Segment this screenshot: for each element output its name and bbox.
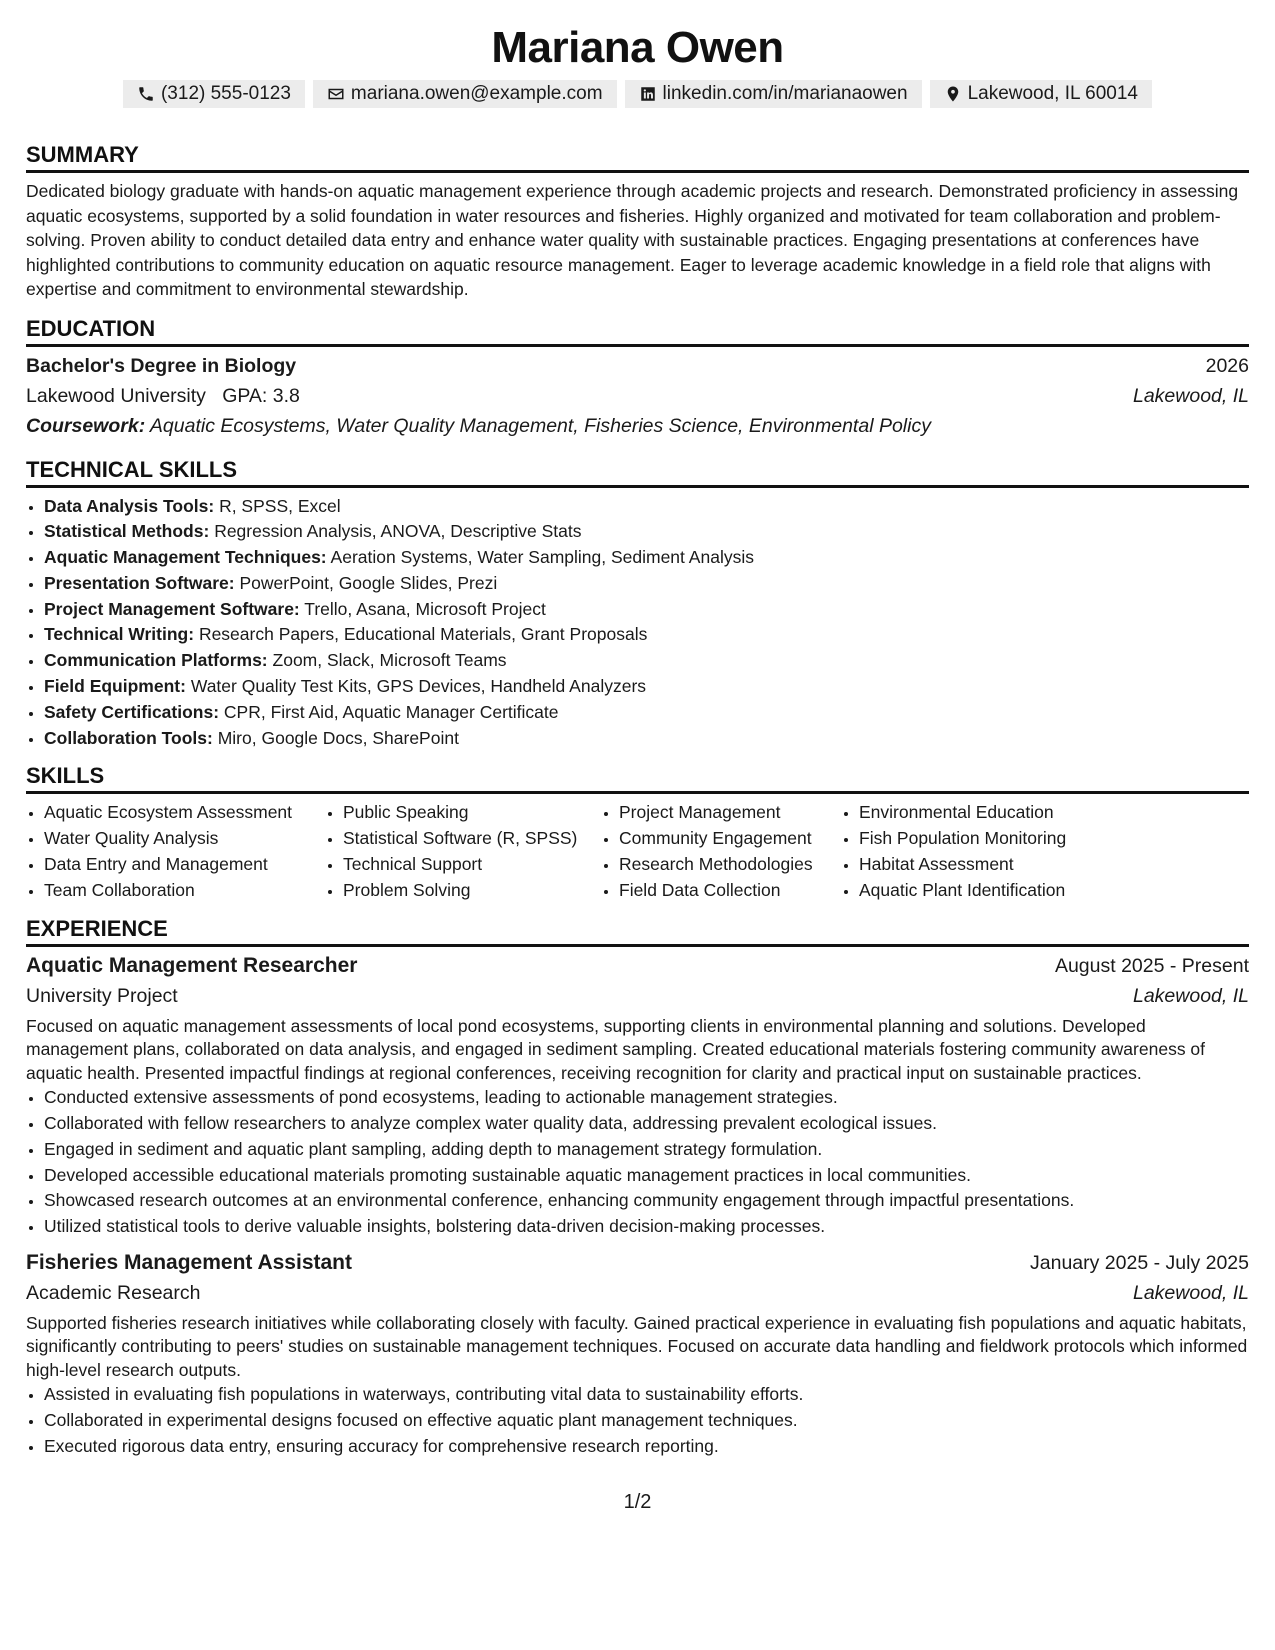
skill-label: Field Equipment: [44, 676, 186, 697]
list-item [44, 674, 1249, 700]
technical-skills-list [26, 494, 1249, 752]
list-item: • Habitat Assessment [859, 852, 1141, 878]
coursework-label: Coursework: [26, 414, 146, 437]
list-item [44, 597, 1249, 623]
gpa: GPA: 3.8 [222, 384, 300, 407]
list-item: • Collaborated in experimental designs focused on effective aquatic plant management techniques. [44, 1408, 1249, 1434]
skill-value: Research Papers, Educational Materials, Grant Proposals [198, 624, 648, 645]
list-item [44, 519, 1249, 545]
list-item [44, 545, 1249, 571]
job-organization: Academic Research [26, 1281, 201, 1304]
page-number: 1/2 [623, 1491, 652, 1513]
education-section [26, 316, 1249, 441]
job-title: Aquatic Management Researcher [26, 953, 358, 977]
list-item: • Showcased research outcomes at an environmental conference, enhancing community engagement through impactful presentations. [44, 1188, 1249, 1214]
job-entry [26, 1248, 1249, 1460]
email-text: mariana.owen@example.com [350, 83, 603, 104]
graduation-year: 2026 [1205, 354, 1249, 377]
list-item: • Public Speaking [343, 800, 601, 826]
contact-phone[interactable] [123, 80, 305, 108]
skill-value: R, SPSS, Excel [219, 495, 341, 516]
job-description: Supported fisheries research initiatives while collaborating closely with faculty. Gained practical experience in evaluating fish populations and aquatic habitats, significantly contributing to peers' studies on sustainable management techniques. Focused on accurate data handling and fieldwork protocols which informed high-level research outputs. [26, 1312, 1248, 1380]
technical-skills-section [26, 457, 1249, 752]
skill-value: Aeration Systems, Water Sampling, Sediment Analysis [330, 547, 754, 568]
linkedin-text: linkedin.com/in/marianaowen [662, 83, 908, 104]
skill-value: Trello, Asana, Microsoft Project [304, 598, 546, 619]
skill-value: PowerPoint, Google Slides, Prezi [239, 572, 498, 593]
skill-label: Data Analysis Tools: [44, 495, 215, 516]
skill-value: Zoom, Slack, Microsoft Teams [272, 650, 507, 671]
phone-text: (312) 555-0123 [160, 83, 291, 104]
skill-value: Regression Analysis, ANOVA, Descriptive Stats [214, 521, 582, 542]
list-item [44, 494, 1249, 520]
list-item [44, 726, 1249, 752]
skill-label: Communication Platforms: [44, 650, 268, 671]
skill-label: Safety Certifications: [44, 701, 220, 722]
list-item: • Executed rigorous data entry, ensuring accuracy for comprehensive research reporting. [44, 1434, 1249, 1460]
list-item: • Aquatic Ecosystem Assessment [44, 800, 325, 826]
list-item: • Developed accessible educational materials promoting sustainable aquatic management practices in local communities. [44, 1163, 1249, 1189]
skills-column [26, 800, 325, 903]
skill-label: Statistical Methods: [44, 521, 210, 542]
school-line [26, 381, 300, 411]
skill-label: Presentation Software: [44, 572, 235, 593]
list-item [44, 700, 1249, 726]
list-item: • Data Entry and Management [44, 852, 325, 878]
contact-email[interactable] [313, 80, 617, 108]
job-title: Fisheries Management Assistant [26, 1250, 352, 1274]
contact-linkedin[interactable] [625, 80, 922, 108]
list-item: • Project Management [619, 800, 841, 826]
skills-section [26, 763, 1249, 903]
skill-value: CPR, First Aid, Aquatic Manager Certificate [223, 701, 559, 722]
job-dates: January 2025 - July 2025 [1030, 1251, 1249, 1274]
section-title-summary: SUMMARY [26, 142, 1249, 173]
job-dates: August 2025 - Present [1054, 954, 1249, 977]
section-title-technical-skills: TECHNICAL SKILLS [26, 457, 1249, 488]
experience-section [26, 916, 1249, 1460]
map-pin-icon [944, 85, 962, 103]
list-item: • Statistical Software (R, SPSS) [343, 826, 601, 852]
section-title-education: EDUCATION [26, 316, 1249, 347]
list-item: • Utilized statistical tools to derive valuable insights, bolstering data-driven decision-making processes. [44, 1214, 1249, 1240]
school-name: Lakewood University [26, 384, 206, 407]
skill-label: Project Management Software: [44, 598, 300, 619]
location-text: Lakewood, IL 60014 [967, 83, 1138, 104]
list-item: • Environmental Education [859, 800, 1141, 826]
skills-column [601, 800, 841, 903]
job-location: Lakewood, IL [1132, 984, 1249, 1007]
summary-section [26, 142, 1249, 302]
job-bullets [26, 1382, 1249, 1459]
skill-label: Technical Writing: [44, 624, 195, 645]
list-item: • Fish Population Monitoring [859, 826, 1141, 852]
contact-location [930, 80, 1152, 108]
job-location: Lakewood, IL [1132, 1281, 1249, 1304]
list-item: • Team Collaboration [44, 878, 325, 904]
list-item: • Collaborated with fellow researchers to analyze complex water quality data, addressing prevalent ecological issues. [44, 1111, 1249, 1137]
coursework-line [26, 411, 1249, 441]
skill-label: Aquatic Management Techniques: [44, 547, 327, 568]
list-item: • Water Quality Analysis [44, 826, 325, 852]
skills-column [325, 800, 601, 903]
list-item [44, 648, 1249, 674]
skill-label: Collaboration Tools: [44, 727, 213, 748]
job-entry [26, 951, 1249, 1240]
linkedin-icon [639, 85, 657, 103]
section-title-skills: SKILLS [26, 763, 1249, 794]
skills-grid [26, 800, 1249, 903]
candidate-name: Mariana Owen [491, 23, 784, 72]
skill-value: Water Quality Test Kits, GPS Devices, Handheld Analyzers [190, 676, 647, 697]
list-item [44, 622, 1249, 648]
list-item: • Research Methodologies [619, 852, 841, 878]
degree: Bachelor's Degree in Biology [26, 354, 297, 377]
list-item: • Engaged in sediment and aquatic plant sampling, adding depth to management strategy formulation. [44, 1137, 1249, 1163]
list-item: • Assisted in evaluating fish populations in waterways, contributing vital data to sustainability efforts. [44, 1382, 1249, 1408]
list-item: • Conducted extensive assessments of pond ecosystems, leading to actionable management strategies. [44, 1085, 1249, 1111]
list-item [44, 571, 1249, 597]
list-item: • Problem Solving [343, 878, 601, 904]
job-organization: University Project [26, 984, 178, 1007]
summary-text: Dedicated biology graduate with hands-on aquatic management experience through academic projects and research. Demonstrated proficiency in assessing aquatic ecosystems, supported by a solid foundation in water resources and fisheries. Highly organized and motivated for team collaboration and problem-solving. Proven ability to conduct detailed data entry and enhance water quality with sustainable practices. Engaging presentations at conferences have highlighted contributions to community education on aquatic resource management. Eager to leverage academic knowledge in a field role that aligns with expertise and commitment to environmental stewardship. [26, 181, 1239, 299]
list-item: • Community Engagement [619, 826, 841, 852]
list-item: • Aquatic Plant Identification [859, 878, 1141, 904]
list-item: • Technical Support [343, 852, 601, 878]
skill-value: Miro, Google Docs, SharePoint [217, 727, 459, 748]
envelope-icon [327, 85, 345, 103]
contact-bar [26, 80, 1249, 108]
section-title-experience: EXPERIENCE [26, 916, 1249, 947]
job-bullets [26, 1085, 1249, 1240]
phone-icon [137, 85, 155, 103]
school-location: Lakewood, IL [1132, 384, 1249, 407]
job-description: Focused on aquatic management assessments of local pond ecosystems, supporting clients in environmental planning and solutions. Developed management plans, collaborated on data analysis, and engaged in sediment sampling. Created educational materials fostering community awareness of aquatic health. Presented impactful findings at regional conferences, receiving recognition for clarity and practical input on sustainable practices. [26, 1015, 1206, 1083]
list-item: • Field Data Collection [619, 878, 841, 904]
coursework-list: Aquatic Ecosystems, Water Quality Management, Fisheries Science, Environmental Policy [149, 414, 931, 437]
skills-column [841, 800, 1141, 903]
